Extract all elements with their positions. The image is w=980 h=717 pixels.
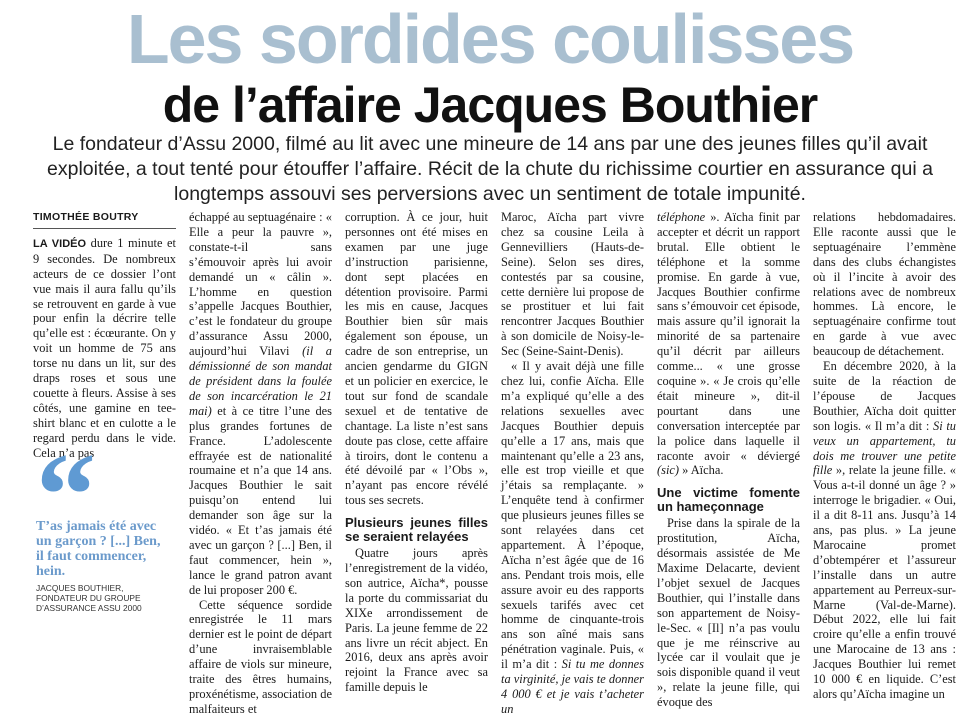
col4-text: « Il y avait déjà une fille chez lui, confie Aïcha. Elle m’a expliqué qu’elle a des relations sexuelles avec Jacques Bouthier depuis qu’elle a 17 ans, mais que maintenant qu’elle a 23 ans, elle est trop vieille et que j’étais sa remplaçante. » L’enquête tend à confirmer que plusieurs jeunes filles se sont relayées dans cet appartement. À l’époque, Aïcha n’est âgée que de 16 ans. Pendant trois mois, elle assure avoir eu des rapports sexuels tarifés avec cet homme de cinquante-trois ans son aîné mais sans pénétration vaginale. Puis, « il m’a dit :	[501, 359, 644, 672]
column-1	[33, 210, 176, 461]
col5-paragraph-2: Prise dans la spirale de la prostitution, Aïcha, désormais assistée de Me Maxime Delacarte, devient l’objet sexuel de Jacques Bouthier, qui l’installe dans son appartement de Noisy-le-Sec. « [Il] n’a pas voulu que je me réinscrive au lycée car il voulait que je sois disponible quand il veut », relate la jeune fille, qui évoque des	[657, 516, 800, 710]
col5-sic: (sic)	[657, 463, 680, 478]
col2-text-b: et à ce titre l’une des plus grandes fortunes de France. L’adolescente effrayée est de nationalité roumaine et n’a que 14 ans. Jacques Bouthier le sait puisqu’on entend lui demander son âge sur la vidéo. « Et t’as jamais été avec un garçon ? [...] Ben, il faut commencer, hein », lance le grand patron avant de lui proposer 200 €.	[189, 403, 332, 597]
col1-text: dure 1 minute et 9 secondes. De nombreux acteurs de ce dossier l’ont vue mais il aura fallu qu’ils se retrouvent en garde à vue pour enfin la décrire telle qu’elle est : écœurante. On y voit un homme de 75 ans torse nu dans un lit, sur des draps roses et sous une couette à fleurs. Assise à ses côtés, une gamine en tee-shirt blanc et en culotte a le regard perdu dans le vide. Cela n’a pas	[33, 235, 176, 460]
col5-text-italic: téléphone	[657, 210, 706, 224]
column-5	[657, 210, 800, 710]
pull-quote	[36, 455, 168, 613]
column-6	[813, 210, 956, 702]
column-4	[501, 210, 644, 717]
col6-text-a: En décembre 2020, à la suite de la réaction de l’épouse de Jacques Bouthier, Aïcha doit quitter son logis. « Il m’a dit :	[813, 359, 956, 433]
col5-text-end: » Aïcha.	[679, 463, 724, 478]
headline-line1: Les sordides coulisses	[126, 0, 854, 78]
col6-text-b: », relate la jeune fille. « Vous a-t-il donné un âge ? » interroge le brigadier. « Oui, il a dit 8-11 ans. Jusqu’à 14 ans, pas plus. » La jeune Marocaine promet d’obtempérer et l’assureur l’installe dans un autre appartement au Perreux-sur-Marne (Val-de-Marne). Début 2022, elle lui fait croire qu’elle a enfin trouvé une Marocaine de 13 ans : Jacques Bouthier lui remet 10 000 € en liquide. C’est alors qu’Aïcha imagine un	[813, 463, 956, 701]
col6-text-italic: Si tu veux un appartement, tu dois me trouver une petite fille	[813, 418, 956, 478]
col1-paragraph	[33, 236, 176, 461]
column-3	[345, 210, 488, 695]
col3-paragraph-1: corruption. À ce jour, huit personnes ont été mises en examen par une juge d’instruction parisienne, dont sept placées en détention provisoire. Parmi les mis en cause, Jacques Bouthier bien sûr mais également son épouse, un cadre de son entreprise, un ancien gendarme du GIGN et un policier en exercice, le tout sur fond de scandale sexuel et de tentative de chantage. La liste n’est sans doute pas close, cette affaire à tiroirs, dont le contenu a été dévoilé par « l’Obs », n’ayant pas encore révélé tous ses secrets.	[345, 210, 488, 508]
col4-paragraph-2	[501, 359, 644, 717]
subhead-2: Une victime fomente un hameçonnage	[657, 485, 800, 515]
quote-text: T’as jamais été avec un garçon ? [...] Ben, il faut commencer, hein.	[36, 519, 161, 579]
col2-paragraph-2: Cette séquence sordide enregistrée le 11 mars dernier est le point de départ d’une invraisemblable affaire de viols sur mineure, traite des êtres humains, proxénétisme, association de malfaiteurs et	[189, 597, 332, 716]
lede: Le fondateur d’Assu 2000, filmé au lit avec une mineure de 14 ans par une des jeunes filles qu’il avait exploitée, a tout tenté pour étouffer l’affaire. Récit de la chute du richissime courtier en assurance qui a longtemps assouvi ses perversions avec un sentiment de totale impunité.	[47, 133, 933, 205]
quote-marks-icon	[36, 455, 168, 515]
col5-paragraph-1	[657, 210, 800, 478]
headline-line2: de l’affaire Jacques Bouthier	[162, 77, 818, 133]
quote-author: JACQUES BOUTHIER, FONDATEUR DU GROUPE D’ASSURANCE ASSU 2000	[36, 583, 142, 613]
lead-in: LA VIDÉO	[33, 237, 87, 250]
col2-text-italic: (il a démissionné de son mandat de président dans la foulée de son incarcération le 21 mai)	[189, 344, 332, 418]
col4-text-italic: Si tu me donnes ta virginité, je vais te donner 4 000 € et je vais t’acheter un	[501, 657, 644, 716]
byline: TIMOTHÉE BOUTRY	[33, 210, 176, 229]
column-2	[189, 210, 332, 717]
col3-paragraph-2: Quatre jours après l’enregistrement de la vidéo, son autrice, Aïcha*, pousse la porte du commissariat du XIXe arrondissement de Paris. La jeune femme de 22 ans livre un récit abject. En 2016, deux ans après avoir rejoint la France avec sa famille depuis le	[345, 546, 488, 695]
col4-paragraph-1: Maroc, Aïcha part vivre chez sa cousine Leila à Gennevilliers (Hauts-de-Seine). Selon ses dires, contestés par sa cousine, cette dernière lui propose de se prostituer et lui fait rencontrer Jacques Bouthier à son domicile de Noisy-le-Sec (Seine-Saint-Denis).	[501, 210, 644, 359]
col5-text: ». Aïcha finit par accepter et décrit un rapport brutal. Elle obtient le téléphone et la somme promise. En garde à vue, Jacques Bouthier confirme sans s’émouvoir cet épisode, mais assure qu’il ignorait la minorité de sa partenaire qu’il décrit par ailleurs comme... « une grosse coquine ». « Je crois qu’elle était mineure », dit-il pourtant dans une conversation interceptée par la police dans laquelle il raconte avoir « déviergé	[657, 210, 800, 463]
subhead-1: Plusieurs jeunes filles se seraient relayées	[345, 515, 488, 545]
col6-paragraph-1: relations hebdomadaires. Elle raconte aussi que le septuagénaire l’emmène dans des clubs échangistes où il l’incite à avoir des relations avec de nombreux hommes. Là encore, le septuagénaire confirme tout en garde à vue avec beaucoup de détachement.	[813, 210, 956, 359]
col6-paragraph-2	[813, 359, 956, 702]
col2-paragraph-1	[189, 210, 332, 598]
col2-text-a: échappé au septuagénaire : « Elle a peur la pauvre », constate-t-il sans s’émouvoir après lui avoir demandé un « câlin ». L’homme en question s’appelle Jacques Bouthier, c’est le fondateur du groupe d’assurance Assu 2000, aujourd’hui Vilavi	[189, 210, 332, 359]
